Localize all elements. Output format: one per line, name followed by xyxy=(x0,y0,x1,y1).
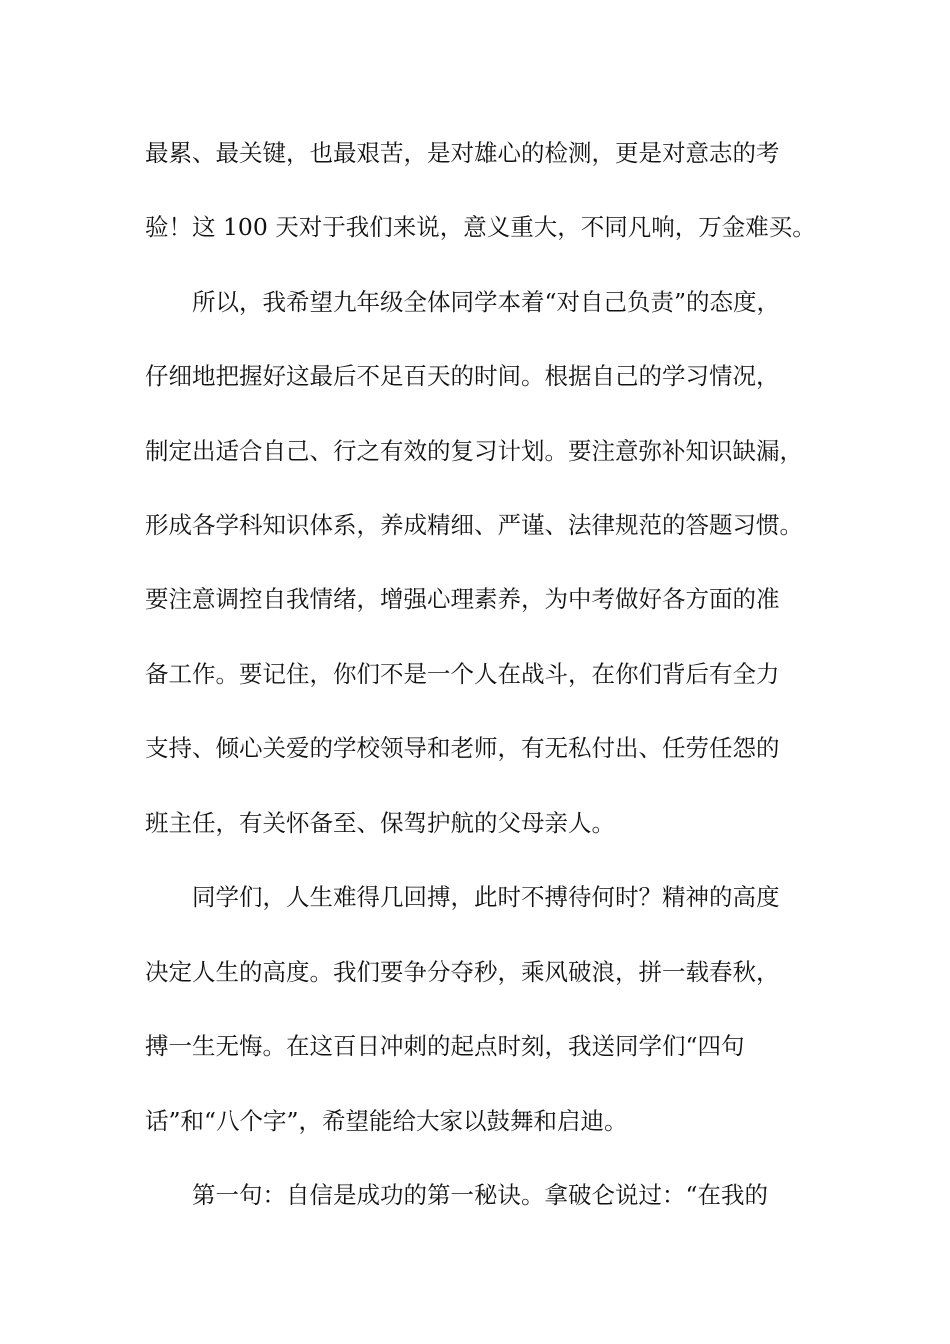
text-line: 制定出适合自己、行之有效的复习计划。要注意弥补知识缺漏， xyxy=(145,437,803,465)
text-line: 第一句：自信是成功的第一秘诀。拿破仑说过：“在我的 xyxy=(145,1181,769,1209)
text-line: 话”和“八个字”，希望能给大家以鼓舞和启迪。 xyxy=(145,1107,628,1135)
text-line: 验！这 100 天对于我们来说，意义重大，不同凡响，万金难买。 xyxy=(145,213,816,241)
text-line: 仔细地把握好这最后不足百天的时间。根据自己的学习情况， xyxy=(145,362,780,390)
text-line: 支持、倾心关爱的学校领导和老师，有无私付出、任劳任怨的 xyxy=(145,734,780,762)
text-line: 所以，我希望九年级全体同学本着“对自己负责”的态度， xyxy=(145,288,781,316)
text-line: 最累、最关键，也最艰苦，是对雄心的检测，更是对意志的考 xyxy=(145,139,780,167)
text-line: 班主任，有关怀备至、保驾护航的父母亲人。 xyxy=(145,809,615,837)
text-line: 要注意调控自我情绪，增强心理素养，为中考做好各方面的准 xyxy=(145,585,780,613)
text-line: 形成各学科知识体系，养成精细、严谨、法律规范的答题习惯。 xyxy=(145,511,803,539)
text-line: 同学们，人生难得几回搏，此时不搏待何时？精神的高度 xyxy=(145,883,780,911)
text-line: 搏一生无悔。在这百日冲刺的起点时刻，我送同学们“四句 xyxy=(145,1032,745,1060)
text-line: 备工作。要记住，你们不是一个人在战斗，在你们背后有全力 xyxy=(145,660,780,688)
text-line: 决定人生的高度。我们要争分夺秒，乘风破浪，拼一载春秋， xyxy=(145,958,780,986)
